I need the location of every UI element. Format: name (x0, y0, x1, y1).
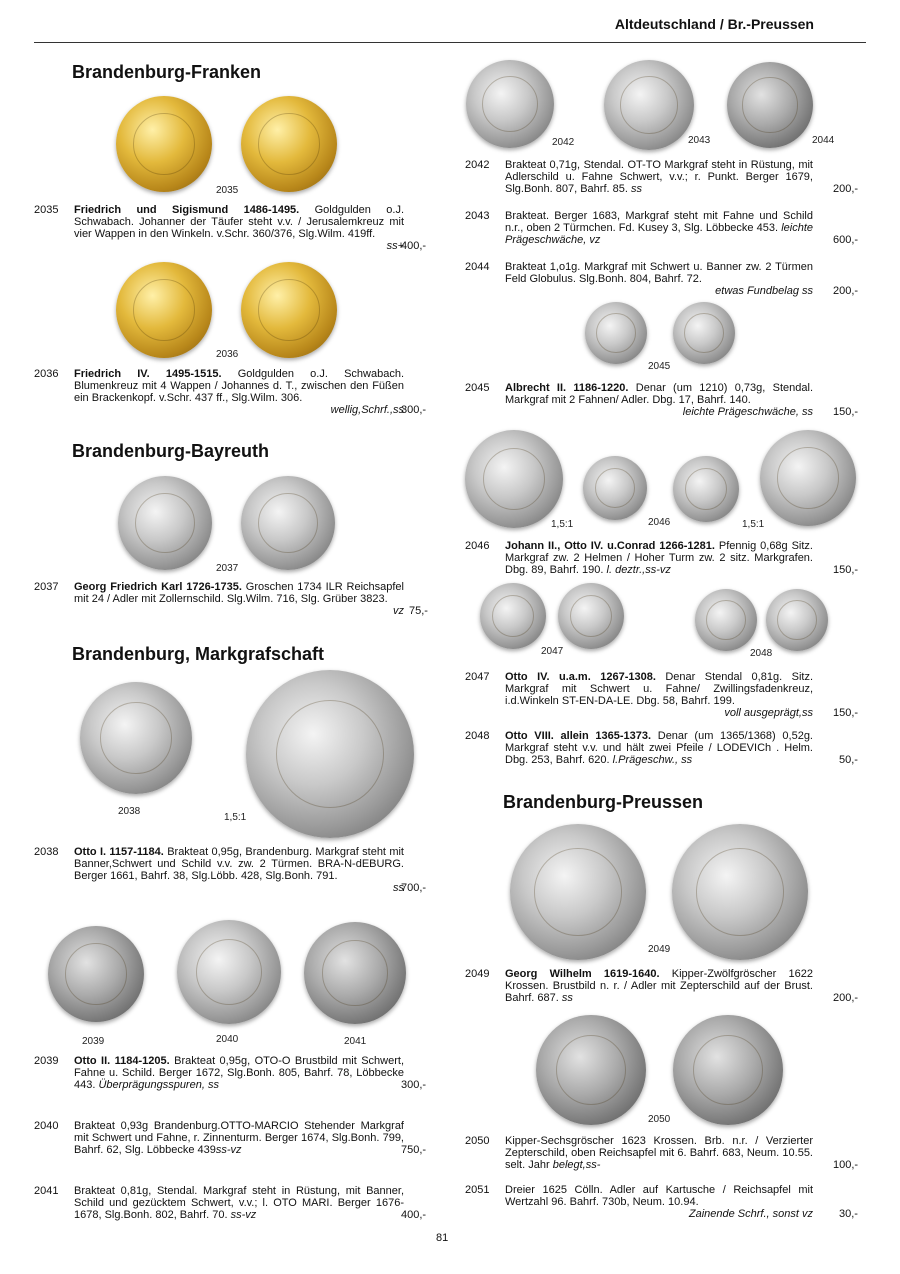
page-header-title: Altdeutschland / Br.-Preussen (614, 16, 814, 32)
coin-caption-2046-scale-b: 1,5:1 (742, 519, 765, 530)
lot-text: Denar (um 1210) 0,73g, Stendal. Markgraf mit 2 Fahnen/ Adler. Dbg. 17, Bahrf. 140. (505, 382, 813, 406)
lot-text: Brakteat 0,81g, Stendal. Markgraf steht in Rüstung, mit Banner, Schild und gezücktem Schwert, v.v.; l. OTO MARI. Berger 1676-1678, Slg.Bonh. 802, Bahrf. 70. (74, 1185, 404, 1221)
lot-grade: ss (561, 992, 573, 1004)
lot-number: 2043 (465, 210, 490, 222)
coin-caption-2039: 2039 (82, 1036, 105, 1047)
lot-number: 2047 (465, 671, 490, 683)
lot-text: Goldgulden o.J. Schwabach. Blumenkreuz mit 4 Wappen / Johannes d. T., zwischen den Füßen ein Brackenkopf. v.Schr. 437 ff., Slg.Wilm. 306. (74, 368, 404, 404)
coin-image-2042 (466, 60, 554, 148)
lot-title: Johann II., Otto IV. u.Conrad 1266-1281. (505, 540, 715, 552)
lot-text: Brakteat 0,71g, Stendal. OT-TO Markgraf steht in Rüstung, mit Adlerschild u. Fahne Schwert, v.v.; r. Punkt. Berger 1679, Slg.Bonh. 807, Bahrf. 85. (505, 159, 813, 195)
lot-grade: Überprägungsspuren, ss (98, 1079, 219, 1091)
lot-price: 600,- (833, 234, 859, 246)
section-title-preussen: Brandenburg-Preussen (503, 792, 704, 812)
lot-grade: l.Prägeschw., ss (612, 754, 693, 766)
lot-title: Georg Friedrich Karl 1726-1735. (74, 581, 242, 593)
lot-2045 (465, 382, 861, 422)
lot-number: 2048 (465, 730, 490, 742)
coin-image-2038-enlarged (246, 670, 414, 838)
lot-title: Friedrich IV. 1495-1515. (74, 368, 222, 380)
coin-caption-2042: 2042 (552, 137, 575, 148)
lot-grade: l. deztr.,ss-vz (606, 564, 671, 576)
lot-description (505, 159, 813, 195)
lot-grade: voll ausgeprägt,ss (724, 707, 813, 719)
lot-title: Georg Wilhelm 1619-1640. (505, 968, 660, 980)
lot-price: 700,- (401, 882, 427, 894)
lot-number: 2041 (34, 1185, 59, 1197)
lot-description (505, 382, 813, 418)
coin-image-2046-obverse (583, 456, 647, 520)
lot-description (74, 1185, 404, 1221)
coin-caption-2040: 2040 (216, 1034, 239, 1045)
section-title-markgrafschaft: Brandenburg, Markgrafschaft (72, 644, 325, 664)
coin-image-2050-obverse (536, 1015, 646, 1125)
coin-image-2047-reverse (558, 583, 624, 649)
lot-number: 2046 (465, 540, 490, 552)
coin-image-2039 (48, 926, 144, 1022)
lot-description (505, 540, 813, 576)
lot-2043 (465, 210, 861, 250)
lot-grade: ss (630, 183, 642, 195)
lot-price: 75,- (409, 605, 428, 617)
coin-image-2038 (80, 682, 192, 794)
lot-grade: wellig,Schrf.,ss (330, 404, 404, 416)
lot-grade: vz (393, 605, 404, 617)
lot-number: 2040 (34, 1120, 59, 1132)
coin-caption-2038: 2038 (118, 806, 141, 817)
lot-description (505, 730, 813, 766)
lot-text: Brakteat 1,o1g. Markgraf mit Schwert u. Banner zw. 2 Türmen Feld Globulus. Slg.Bonh. 804, Bahrf. 72. (505, 261, 813, 285)
lot-price: 200,- (833, 285, 859, 297)
lot-text: Kipper-Zwölfgröscher 1622 Krossen. Brustbild n. r. / Adler mit Zepterschild auf der Brust. Bahrf. 687. (505, 968, 813, 1004)
lot-2049 (465, 968, 861, 1008)
lot-2050 (465, 1135, 861, 1175)
lot-number: 2044 (465, 261, 490, 273)
coin-image-2035-obverse (116, 96, 212, 192)
lot-grade: ss (393, 882, 404, 894)
lot-text: Groschen 1734 ILR Reichsapfel mit 24 / Adler mit Zollernschild. Slg.Wilm. 716, Slg. Grüber 3823. (74, 581, 404, 605)
lot-text: Denar (um 1365/1368) 0,52g. Markgraf steht v.v. und hält zwei Pfeile / LODEVICh . Helm. Dbg. 253, Bahrf. 620. (505, 730, 813, 766)
lot-title: Albrecht II. 1186-1220. (505, 382, 629, 394)
coin-caption-2045: 2045 (648, 361, 671, 372)
lot-number: 2049 (465, 968, 490, 980)
coin-caption-2050: 2050 (648, 1114, 671, 1125)
lot-number: 2037 (34, 581, 59, 593)
lot-description (505, 1184, 813, 1220)
coin-caption-2047: 2047 (541, 646, 564, 657)
lot-title: Otto VIII. allein 1365-1373. (505, 730, 652, 742)
coin-image-2046-reverse-enlarged (760, 430, 856, 526)
coin-image-2036-obverse (116, 262, 212, 358)
lot-number: 2036 (34, 368, 59, 380)
lot-description (74, 204, 404, 252)
lot-2044 (465, 261, 861, 301)
lot-grade: leichte Prägeschwäche, vz (505, 222, 813, 246)
lot-description (505, 671, 813, 719)
coin-image-2048-obverse (695, 589, 757, 651)
lot-price: 30,- (839, 1208, 858, 1220)
lot-text: Denar Stendal 0,81g. Sitz. Markgraf mit Schwert u. Fahne/ Zwillingsfadenkreuz, i.d.Winkeln ST-EN-DA-LE. Dbg. 58, Bahrf. 199. (505, 671, 813, 707)
coin-image-2035-reverse (241, 96, 337, 192)
lot-grade: etwas Fundbelag ss (715, 285, 813, 297)
lot-title: Otto I. 1157-1184. (74, 846, 164, 858)
lot-2037 (34, 581, 430, 621)
lot-text: Brakteat. Berger 1683, Markgraf steht mit Fahne und Schild n.r., oben 2 Türmchen. Fd. Kusey 3, Slg. Löbbecke 453. (505, 210, 813, 234)
header-divider (34, 42, 866, 43)
coin-image-2046-reverse (673, 456, 739, 522)
lot-price: 150,- (833, 564, 859, 576)
lot-description (505, 261, 813, 297)
coin-image-2044 (727, 62, 813, 148)
lot-price: 150,- (833, 707, 859, 719)
lot-number: 2035 (34, 204, 59, 216)
lot-grade: ss-vz (230, 1209, 257, 1221)
coin-image-2047-obverse (480, 583, 546, 649)
lot-number: 2038 (34, 846, 59, 858)
coin-caption-2035: 2035 (216, 185, 239, 196)
section-title-bayreuth: Brandenburg-Bayreuth (72, 441, 270, 461)
coin-image-2043 (604, 60, 694, 150)
lot-2038 (34, 846, 430, 896)
lot-description (74, 581, 404, 617)
coin-image-2036-reverse (241, 262, 337, 358)
coin-image-2050-reverse (673, 1015, 783, 1125)
lot-price: 50,- (839, 754, 858, 766)
lot-2040 (34, 1120, 430, 1160)
coin-image-2041 (304, 922, 406, 1024)
coin-image-2040 (177, 920, 281, 1024)
lot-description (74, 846, 404, 894)
coin-image-2045-obverse (585, 302, 647, 364)
lot-text: Dreier 1625 Cölln. Adler auf Kartusche / Reichsapfel mit Wertzahl 96. Bahrf. 730b, Neum. 10.94. (505, 1184, 813, 1208)
lot-text: Pfennig 0,68g Sitz. Markgraf zw. 2 Helmen / Hoher Turm zw. 2 sitz. Markgrafen. Dbg. 89, Bahrf. 190. (505, 540, 813, 576)
coin-image-2037-obverse (118, 476, 212, 570)
lot-description (74, 1055, 404, 1091)
lot-price: 200,- (833, 992, 859, 1004)
lot-text: Brakteat 0,95g, Brandenburg. Markgraf steht mit Banner,Schwert und Schild v.v. zw. 2 Türmen. BRA-N-dEBURG. Berger 1661, Bahrf. 38, Slg.Löbb. 428, Slg.Bonh. 791. (74, 846, 404, 882)
lot-2035 (34, 204, 430, 254)
lot-text: Brakteat 0,93g Brandenburg.OTTO-MARCIO Stehender Markgraf mit Schwert und Fahne, r. Zinnenturm. Berger 1674, Slg.Bonh. 799, Bahrf. 62, Slg. Löbbecke 439 (74, 1120, 404, 1156)
coin-caption-2036: 2036 (216, 349, 239, 360)
lot-2036 (34, 368, 430, 418)
lot-price: 400,- (401, 240, 427, 252)
lot-2041 (34, 1185, 430, 1225)
lot-2042 (465, 159, 861, 199)
lot-number: 2050 (465, 1135, 490, 1147)
lot-description (505, 210, 813, 246)
coin-caption-2049: 2049 (648, 944, 671, 955)
lot-text: Goldgulden o.J. Schwabach. Johanner der Täufer steht v.v. / Jerusalemkreuz mit vier Wappen in den Winkeln. v.Schr. 360/376, Slg.Wilm. 419ff. (74, 204, 404, 240)
lot-title: Otto II. 1184-1205. (74, 1055, 170, 1067)
lot-grade: ss+ (386, 240, 404, 252)
coin-caption-2046-scale-a: 1,5:1 (551, 519, 574, 530)
coin-caption-2041: 2041 (344, 1036, 367, 1047)
coin-caption-2048: 2048 (750, 648, 773, 659)
lot-price: 400,- (401, 1209, 427, 1221)
lot-price: 100,- (833, 1159, 859, 1171)
lot-grade: Zainende Schrf., sonst vz (688, 1208, 813, 1220)
lot-number: 2045 (465, 382, 490, 394)
coin-image-2049-reverse (672, 824, 808, 960)
lot-2039 (34, 1055, 430, 1095)
lot-description (74, 368, 404, 416)
lot-2047 (465, 671, 861, 721)
lot-grade: ss-vz (215, 1144, 242, 1156)
coin-caption-2037: 2037 (216, 563, 239, 574)
lot-text: Brakteat 0,95g, OTO-O Brustbild mit Schwert, Fahne u. Schild. Berger 1672, Slg.Bonh. 805, Bahrf. 78, Löbbecke 443. (74, 1055, 405, 1091)
lot-description (74, 1120, 404, 1156)
lot-grade: belegt,ss- (552, 1159, 601, 1171)
lot-price: 150,- (833, 406, 859, 418)
section-title-franken: Brandenburg-Franken (72, 62, 262, 82)
coin-caption-2038-scale: 1,5:1 (224, 812, 247, 823)
lot-2046 (465, 540, 861, 580)
lot-price: 300,- (401, 404, 427, 416)
lot-price: 200,- (833, 183, 859, 195)
lot-description (505, 1135, 813, 1171)
lot-title: Friedrich und Sigismund 1486-1495. (74, 204, 300, 216)
lot-price: 750,- (401, 1144, 427, 1156)
lot-description (505, 968, 813, 1004)
coin-image-2049-obverse (510, 824, 646, 960)
lot-number: 2039 (34, 1055, 59, 1067)
lot-text: Kipper-Sechsgröscher 1623 Krossen. Brb. n.r. / Verzierter Zepterschild, oben Reichsapfel mit 6. Bahrf. 683, Neum. 10.55. selt. Jahr (505, 1135, 813, 1171)
lot-grade: leichte Prägeschwäche, ss (682, 406, 813, 418)
coin-caption-2043: 2043 (688, 135, 711, 146)
lot-2051 (465, 1184, 861, 1224)
page-number: 81 (436, 1232, 449, 1244)
coin-image-2046-obverse-enlarged (465, 430, 563, 528)
coin-image-2045-reverse (673, 302, 735, 364)
lot-number: 2042 (465, 159, 490, 171)
coin-image-2048-reverse (766, 589, 828, 651)
lot-number: 2051 (465, 1184, 490, 1196)
coin-caption-2044: 2044 (812, 135, 835, 146)
coin-caption-2046: 2046 (648, 517, 671, 528)
lot-2048 (465, 730, 861, 770)
lot-title: Otto IV. u.a.m. 1267-1308. (505, 671, 656, 683)
lot-price: 300,- (401, 1079, 427, 1091)
coin-image-2037-reverse (241, 476, 335, 570)
